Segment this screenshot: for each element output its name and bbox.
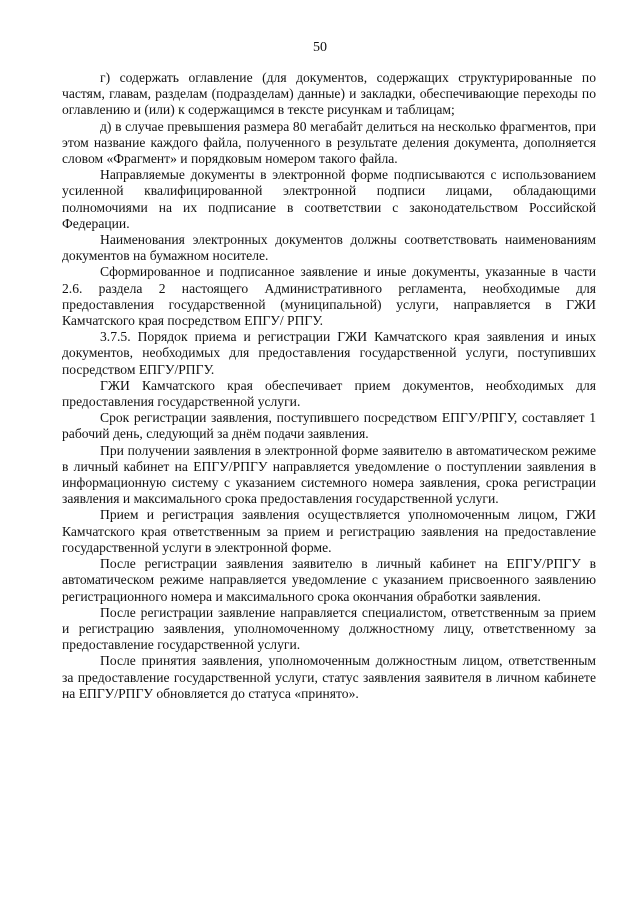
document-body bbox=[62, 70, 596, 702]
paragraph-forwarding: После регистрации заявление направляется специалистом, ответственным за прием и регистрацию заявления, уполномоченному должностному лицу, ответственному за предоставление государственной услуги. bbox=[62, 604, 596, 653]
paragraph-registration-notice: После регистрации заявления заявителю в личный кабинет на ЕПГУ/РПГУ в автоматическом режиме направляется уведомление с указанием присвоенного заявлению регистрационного номера и максимального срока окончания обработки заявления. bbox=[62, 556, 596, 604]
paragraph-auto-notification: При получении заявления в электронной форме заявителю в автоматическом режиме в личный кабинет на ЕПГУ/РПГУ направляется уведомление о поступлении заявления в информационную систему с указанием системного номера заявления, срока регистрации заявления и максимального срока предоставления государственной услуги. bbox=[62, 442, 596, 507]
paragraph-document-reception: ГЖИ Камчатского края обеспечивает прием документов, необходимых для предоставления государственной услуги. bbox=[62, 377, 596, 410]
paragraph-item-d: д) в случае превышения размера 80 мегабайт делиться на несколько фрагментов, при этом название каждого файла, полученного в результате деления документа, дополняется словом «Фрагмент» и порядковым номером такого файла. bbox=[62, 118, 596, 167]
paragraph-status-update: После принятия заявления, уполномоченным должностным лицом, ответственным за предоставление государственной услуги, статус заявления заявителя в личном кабинете на ЕПГУ/РПГУ обновляется до статуса «принято». bbox=[62, 653, 596, 701]
paragraph-item-g: г) содержать оглавление (для документов, содержащих структурированные по частям, главам, разделам (подразделам) данные) и закладки, обеспечивающие переходы по оглавлению и (или) к содержащимся в тексте рисункам и таблицам; bbox=[62, 70, 596, 118]
paragraph-section-3-7-5: 3.7.5. Порядок приема и регистрации ГЖИ Камчатского края заявления и иных документов, необходимых для предоставления государственной услуги, поступивших посредством ЕПГУ/РПГУ. bbox=[62, 329, 596, 377]
paragraph-registration-term: Срок регистрации заявления, поступившего посредством ЕПГУ/РПГУ, составляет 1 рабочий день, следующий за днём подачи заявления. bbox=[62, 410, 596, 442]
paragraph-document-names: Наименования электронных документов должны соответствовать наименованиям документов на бумажном носителе. bbox=[62, 232, 596, 264]
page-number: 50 bbox=[313, 40, 327, 55]
paragraph-responsible-person: Прием и регистрация заявления осуществляется уполномоченным лицом, ГЖИ Камчатского края ответственным за прием и регистрацию заявления на предоставление государственной услуги в электронной форме. bbox=[62, 507, 596, 555]
paragraph-signature-requirement: Направляемые документы в электронной форме подписываются с использованием усиленной квалифицированной электронной подписи лицами, обладающими полномочиями на их подписание в соответствии с законодательством Российской Федерации. bbox=[62, 167, 596, 231]
paragraph-submission: Сформированное и подписанное заявление и иные документы, указанные в части 2.6. раздела 2 настоящего Административного регламента, необходимые для предоставления государственной (муниципальной) услуги, направляется в ГЖИ Камчатского края посредством ЕПГУ/ РПГУ. bbox=[62, 264, 596, 329]
